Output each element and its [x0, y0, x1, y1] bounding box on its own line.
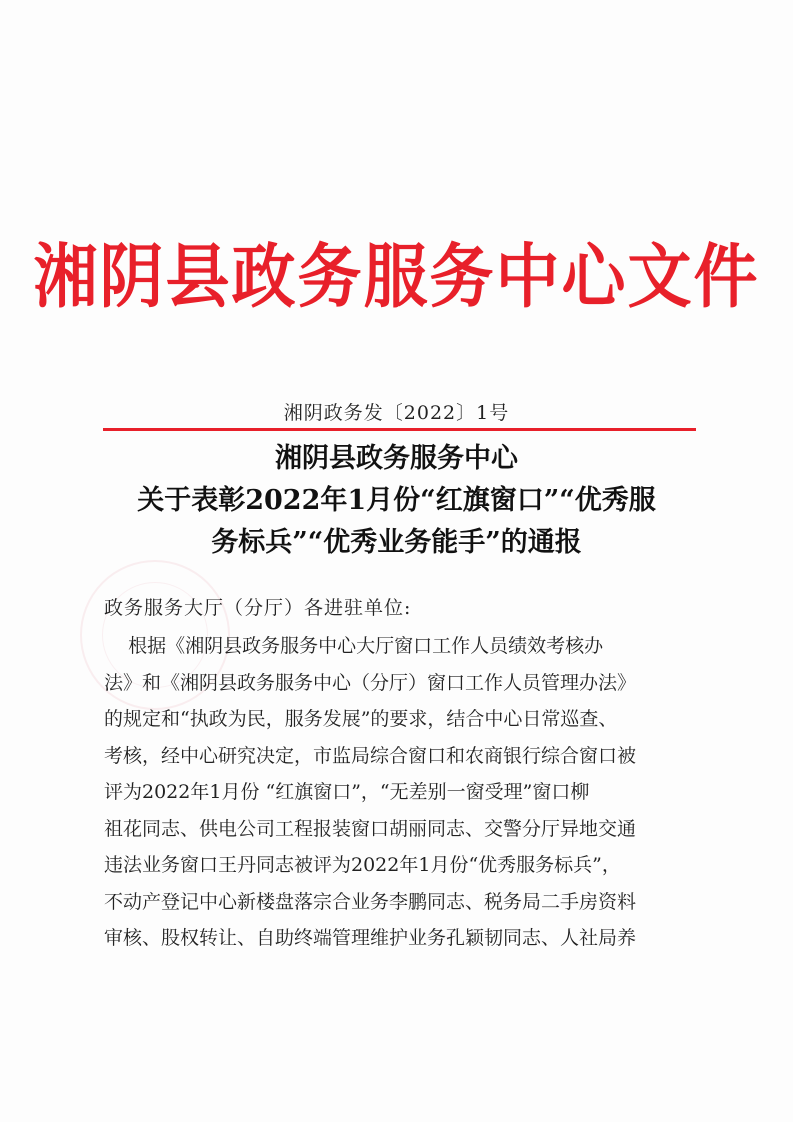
body-line: 审核、股权转让、自助终端管理维护业务孔颖韧同志、人社局养 — [104, 927, 637, 949]
body-line: 根据《湘阴县政务服务中心大厅窗口工作人员绩效考核办 — [104, 635, 604, 657]
addressee-line: 政务服务大厅（分厅）各进驻单位: — [104, 597, 412, 619]
body-line: 的规定和“执政为民，服务发展”的要求，结合中心日常巡查、 — [104, 708, 618, 730]
title-line: 务标兵”“优秀业务能手”的通报 — [211, 527, 582, 558]
document-header: 湘阴县政务服务中心文件 — [33, 236, 760, 318]
document-number: 湘阴政务发〔2022〕1号 — [283, 402, 510, 424]
body-line: 不动产登记中心新楼盘落宗合业务李鹏同志、税务局二手房资料 — [104, 890, 637, 913]
document-title — [60, 438, 733, 564]
red-divider-line — [103, 428, 696, 431]
body-line: 考核，经中心研究决定，市监局综合窗口和农商银行综合窗口被 — [104, 744, 637, 767]
body-text — [104, 628, 704, 957]
body-line: 法》和《湘阴县政务服务中心（分厅）窗口工作人员管理办法》 — [104, 671, 637, 694]
title-line: 关于表彰2022年1月份“红旗窗口”“优秀服 — [137, 485, 656, 516]
body-line: 祖花同志、供电公司工程报装窗口胡丽同志、交警分厅异地交通 — [104, 817, 637, 840]
body-line: 违法业务窗口王丹同志被评为2022年1月份“优秀服务标兵”， — [104, 854, 621, 876]
body-line: 评为2022年1月份 “红旗窗口”，“无差别一窗受理”窗口柳 — [104, 781, 590, 803]
title-line: 湘阴县政务服务中心 — [275, 443, 518, 474]
